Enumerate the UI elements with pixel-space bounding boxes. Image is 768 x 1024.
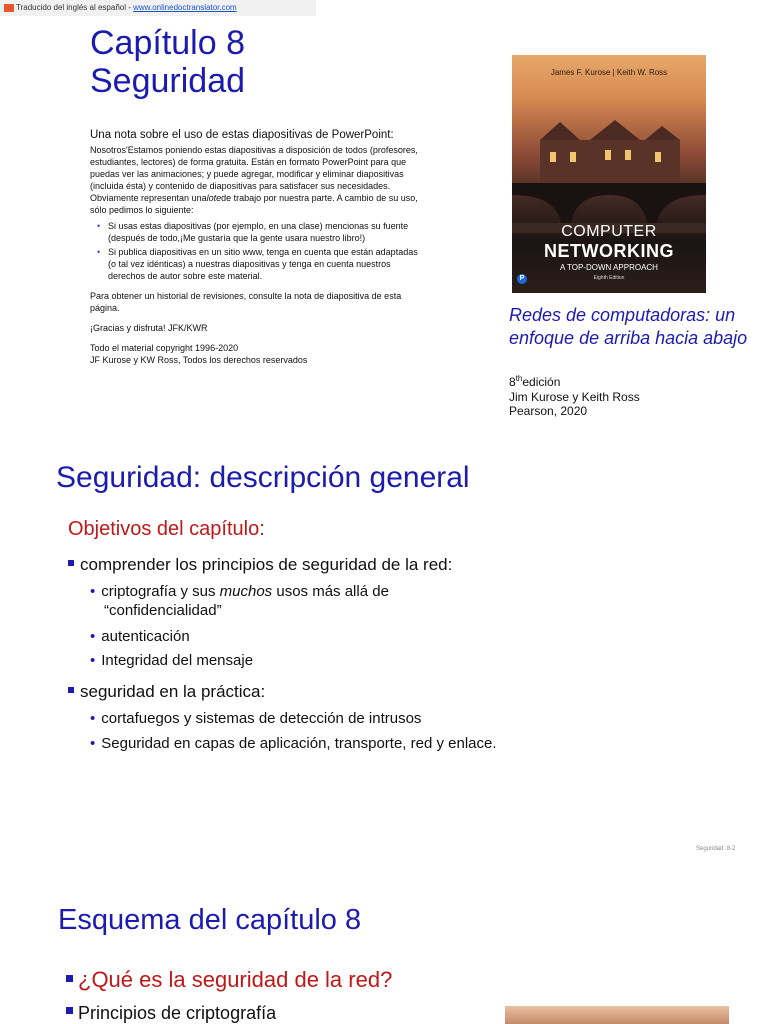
cover-subtitle: A TOP-DOWN APPROACH (560, 263, 658, 272)
book-info (509, 372, 640, 419)
note-heading: Una nota sobre el uso de estas diapositivas de PowerPoint: (90, 129, 394, 141)
slide2-subtitle: Objetivos del capítulo: (68, 518, 265, 540)
edition-number: 8 (509, 375, 516, 389)
usage-note (90, 128, 420, 366)
bullet-item (68, 681, 265, 702)
book-cover-image-partial (505, 1006, 729, 1024)
sub-bullet-italic: muchos (219, 583, 273, 600)
bullet-square-icon (66, 975, 73, 982)
cover-title-1: COMPUTER (561, 223, 657, 240)
sub-bullet-item (90, 709, 421, 728)
bullet-text: seguridad en la práctica: (80, 682, 266, 701)
note-body (90, 144, 420, 216)
edition-sup: th (515, 374, 523, 383)
sub-bullet-text: criptografía y sus (101, 583, 220, 600)
note-thanks: ¡Gracias y disfruta! JFK/KWR (90, 323, 208, 333)
sub-bullet-item (90, 627, 190, 646)
bullet-text: comprender los principios de seguridad de la red: (80, 555, 453, 574)
note-body-text-end: de trabajo por nuestra parte. A cambio de su uso, sólo pedimos lo siguiente: (90, 193, 418, 215)
bullet-item (66, 966, 392, 994)
bullet-item (68, 554, 452, 575)
sub-bullet-item (90, 734, 497, 753)
cover-title-2: NETWORKING (544, 241, 674, 261)
note-bullets (90, 220, 420, 282)
note-copyright-1: Todo el material copyright 1996-2020 (90, 343, 239, 353)
bullet-dot-icon: • (90, 628, 96, 645)
banner-text: Traducido del inglés al español - (16, 3, 134, 12)
note-copyright-2: JF Kurose y KW Ross, Todos los derechos reservados (90, 355, 308, 365)
book-title: Redes de computadoras: un enfoque de arriba hacia abajo (509, 305, 748, 348)
document-icon (4, 4, 14, 12)
note-body-text: Nosotros'Estamos poniendo estas diapositivas a disposición de todos (profesores, estudiantes, lectores) de forma gratuita. Están en formato PowerPoint para que puedas ver las animaciones; y puede agregar, modificar y eliminar diapositivas (incluida ésta) y contenido de diapositivas para satisfacer sus necesidades. Obviamente representan una (90, 145, 418, 203)
slide2-title: Seguridad: descripción general (56, 461, 470, 494)
cover-edition: Eighth Edition (593, 275, 625, 281)
sub-bullet-continuation: “confidencialidad” (104, 602, 222, 619)
slide-footer: Seguridad: 8-2 (696, 846, 736, 852)
bullet-dot-icon: • (90, 735, 96, 752)
sub-bullet-text: Seguridad en capas de aplicación, transporte, red y enlace. (101, 735, 497, 752)
note-bullet: • Si publica diapositivas en un sitio www, tenga en cuenta que están adaptadas (o tal vez idénticas) a nuestras diapositivas y tenga en cuenta nuestros derechos de autor sobre este material. (108, 246, 420, 282)
sub-bullet-text-end: usos más allá de (272, 583, 389, 600)
edition-word: edición (522, 375, 561, 389)
bullet-item (66, 1002, 276, 1024)
bullet-dot-icon: • (90, 583, 96, 600)
sub-bullet-text: Integridad del mensaje (101, 652, 254, 669)
bullet-text: ¿Qué es la seguridad de la red? (78, 967, 393, 992)
sub-bullet-text: autenticación (101, 628, 190, 645)
sub-bullet-item (90, 651, 253, 670)
book-edition (509, 372, 640, 390)
bullet-square-icon (66, 1007, 73, 1014)
book-publisher: Pearson, 2020 (509, 404, 588, 418)
note-bullet: • Si usas estas diapositivas (por ejemplo, en una clase) mencionas su fuente (después de todo,¡Me gustaría que la gente usara nuestro libro!) (108, 220, 420, 244)
bullet-dot-icon: • (90, 710, 96, 727)
publisher-logo-icon: P (517, 274, 527, 284)
note-history: Para obtener un historial de revisiones, consulte la nota de diapositiva de esta página. (90, 291, 402, 313)
slide3-title: Esquema del capítulo 8 (58, 904, 362, 936)
bullet-square-icon (68, 687, 74, 693)
slide1-title (90, 24, 245, 100)
slide1-title-line1: Capítulo 8 (90, 24, 245, 62)
sub-bullet-text: cortafuegos y sistemas de detección de intrusos (101, 710, 422, 727)
bullet-square-icon (68, 560, 74, 566)
bullet-text: Principios de criptografía (78, 1003, 277, 1023)
translator-link[interactable]: www.onlinedoctranslator.com (133, 3, 237, 12)
book-authors: Jim Kurose y Keith Ross (509, 389, 640, 404)
slide1-title-line2: Seguridad (90, 62, 246, 100)
note-body-italic: lote (206, 193, 222, 203)
sub-bullet-item (90, 582, 389, 620)
bullet-dot-icon: • (90, 652, 96, 669)
book-cover-image (512, 55, 706, 293)
translator-banner (0, 0, 316, 16)
cover-authors: James F. Kurose | Keith W. Ross (550, 68, 668, 77)
